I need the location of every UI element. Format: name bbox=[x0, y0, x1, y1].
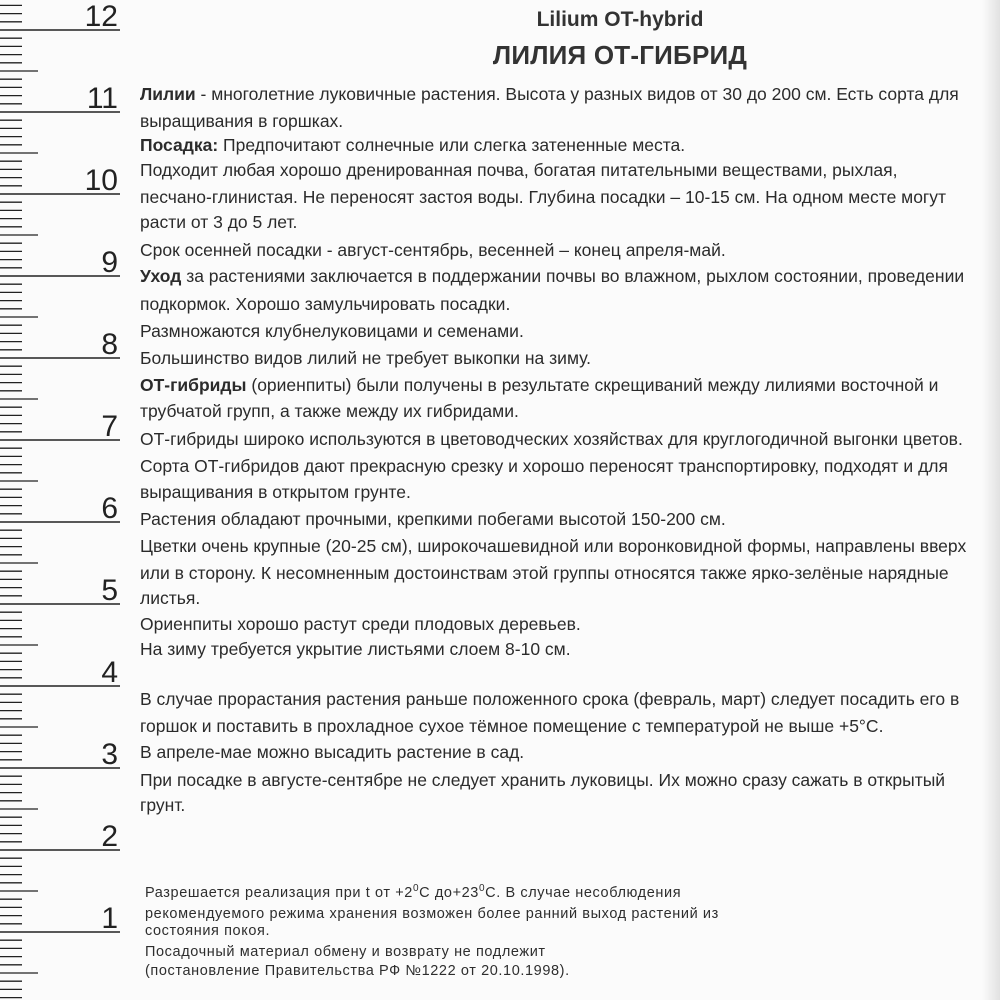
body-line bbox=[140, 293, 510, 315]
body-line bbox=[140, 186, 946, 208]
body-line-text: выращивания в горшках. bbox=[140, 111, 344, 131]
ruler-scale bbox=[0, 0, 130, 1000]
body-line-bold-term: Лилии bbox=[140, 84, 196, 104]
body-line bbox=[140, 613, 581, 635]
body-line-bold-term: Уход bbox=[140, 266, 182, 286]
body-line bbox=[140, 455, 948, 477]
body-line-text: Размножаются клубнелуковицами и семенами. bbox=[140, 321, 524, 341]
body-line bbox=[140, 320, 524, 342]
storage-line: грунт. bbox=[140, 795, 186, 815]
body-line-text: трубчатой групп, а также между их гибридами. bbox=[140, 401, 519, 421]
ruler-number: 10 bbox=[84, 164, 118, 197]
ruler-number: 2 bbox=[101, 820, 118, 853]
title-latin: Lilium OT-hybrid bbox=[536, 8, 704, 31]
body-line-text: - многолетние луковичные растения. Высота у разных видов от 30 до 200 см. Есть сорта для bbox=[195, 84, 959, 104]
title-russian: ЛИЛИЯ ОТ-ГИБРИД bbox=[492, 40, 748, 70]
ruler-number: 6 bbox=[101, 492, 118, 525]
footer-line-4: Посадочный материал обмену и возврату не подлежит bbox=[145, 944, 546, 960]
body-line bbox=[140, 159, 898, 181]
ruler-number: 5 bbox=[101, 574, 118, 607]
ruler-number: 7 bbox=[101, 410, 118, 443]
storage-line: При посадке в августе-сентябре не следует хранить луковицы. Их можно сразу сажать в открытый bbox=[140, 770, 946, 790]
body-line-text: или в сторону. К несомненным достоинствам этой группы относятся также ярко-зелёные нарядные bbox=[140, 563, 949, 583]
body-line bbox=[140, 508, 726, 530]
storage-line: горшок и поставить в прохладное сухое тёмное помещение с температурой не выше +5°С. bbox=[140, 716, 884, 736]
body-line-bold-term: ОТ-гибриды bbox=[140, 375, 247, 395]
footer-line-2: рекомендуемого режима хранения возможен более ранний выход растений из bbox=[145, 906, 719, 922]
body-line-bold-term: Посадка: bbox=[140, 135, 219, 155]
body-line bbox=[140, 638, 571, 660]
body-line bbox=[140, 481, 411, 503]
body-line-text: Ориенпиты хорошо растут среди плодовых деревьев. bbox=[140, 614, 581, 634]
body-line-text: ОТ-гибриды широко используются в цветоводческих хозяйствах для круглогодичной выгонки цветов. bbox=[140, 429, 963, 449]
body-line bbox=[140, 535, 966, 557]
body-line-text: Предпочитают солнечные или слегка затененные места. bbox=[218, 135, 686, 155]
body-line-text: Растения обладают прочными, крепкими побегами высотой 150-200 см. bbox=[140, 509, 726, 529]
footer-line-1: Разрешается реализация при t от $+2^0С$ $до+23^0С$. В случае несоблюдения bbox=[145, 883, 682, 901]
footer-line-5: (постановление Правительства РФ №1222 от 20.10.1998). bbox=[145, 963, 570, 979]
body-line-text: расти от 3 до 5 лет. bbox=[140, 212, 298, 232]
body-line-text: На зиму требуется укрытие листьями слоем 8-10 см. bbox=[140, 639, 571, 659]
body-line-text: Сорта ОТ-гибридов дают прекрасную срезку и хорошо переносят транспортировку, подходят и для bbox=[140, 456, 948, 476]
body-line bbox=[140, 83, 959, 105]
body-line bbox=[140, 587, 200, 609]
body-line bbox=[140, 110, 343, 132]
ruler-number: 8 bbox=[101, 328, 118, 361]
body-line bbox=[140, 562, 949, 584]
body-line-text: Большинство видов лилий не требует выкопки на зиму. bbox=[140, 348, 592, 368]
body-line bbox=[140, 265, 964, 287]
page-edge-shadow bbox=[982, 0, 1000, 1000]
ruler bbox=[0, 0, 130, 1000]
body-line-text: (ориенпиты) были получены в результате скрещиваний между лилиями восточной и bbox=[246, 375, 939, 395]
ruler-number: 4 bbox=[101, 656, 118, 689]
footer-line-3: состояния покоя. bbox=[145, 923, 271, 939]
body-line bbox=[140, 211, 297, 233]
ruler-number: 12 bbox=[84, 0, 118, 33]
body-line-text: Цветки очень крупные (20-25 см), широкочашевидной или воронковидной формы, направлены вверх bbox=[140, 536, 967, 556]
body-line bbox=[140, 428, 963, 450]
body-line bbox=[140, 239, 726, 261]
body-line-text: выращивания в открытом грунте. bbox=[140, 482, 411, 502]
body-line-text: подкормок. Хорошо замульчировать посадки. bbox=[140, 294, 511, 314]
body-line-text: Подходит любая хорошо дренированная почва, богатая питательными веществами, рыхлая, bbox=[140, 160, 898, 180]
body-line bbox=[140, 374, 938, 396]
ruler-number: 1 bbox=[101, 902, 118, 935]
ruler-number: 9 bbox=[101, 246, 118, 279]
body-line-text: за растениями заключается в поддержании почвы во влажном, рыхлом состоянии, проведении bbox=[181, 266, 965, 286]
body-line bbox=[140, 134, 685, 156]
body-line bbox=[140, 347, 591, 369]
ruler-number: 11 bbox=[86, 82, 118, 115]
body-line-text: листья. bbox=[140, 588, 201, 608]
storage-line: В случае прорастания растения раньше положенного срока (февраль, март) следует посадить его в bbox=[140, 689, 960, 709]
body-line-text: Срок осенней посадки - август-сентябрь, весенней – конец апреля-май. bbox=[140, 240, 726, 260]
ruler-number: 3 bbox=[101, 738, 118, 771]
body-line bbox=[140, 400, 519, 422]
body-line-text: песчано-глинистая. Не переносят застоя воды. Глубина посадки – 10-15 см. На одном месте могут bbox=[140, 187, 947, 207]
storage-line: В апреле-мае можно высадить растение в сад. bbox=[140, 742, 525, 762]
